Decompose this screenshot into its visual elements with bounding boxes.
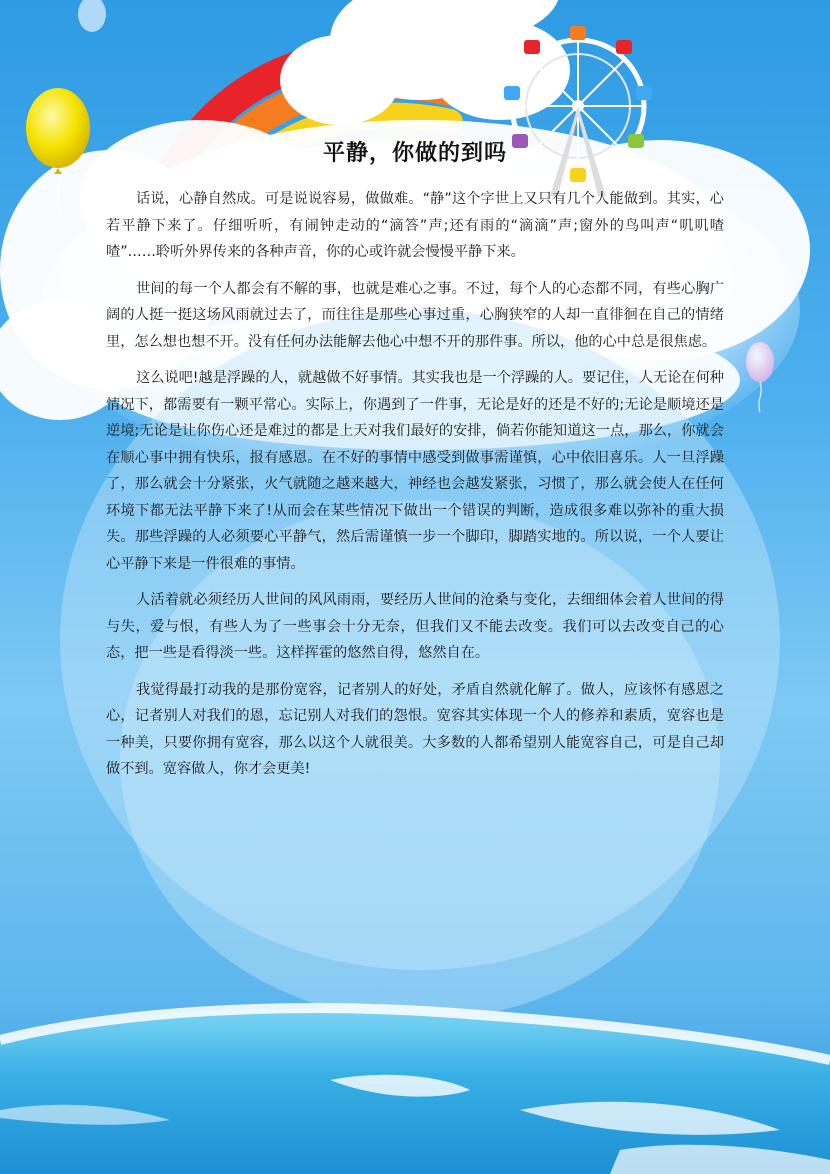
paragraph: 话说，心静自然成。可是说说容易，做做难。“静”这个字世上又只有几个人能做到。其实，心若平静下来了。仔细听听，有闹钟走动的“滴答”声;还有雨的“滴滴”声;窗外的鸟叫声“叽叽喳喳”……聆听外界传来的各种声音，你的心或许就会慢慢平静下来。	[106, 191, 724, 260]
sea-icon	[0, 1008, 830, 1174]
article-body	[106, 186, 724, 793]
paragraph: 这么说吧!越是浮躁的人，就越做不好事情。其实我也是一个浮躁的人。要记住，人无论在何种情况下，都需要有一颗平常心。实际上，你遇到了一件事，无论是好的还是不好的;无论是顺境还是逆境;无论是让你伤心还是难过的都是上天对我们最好的安排，倘若你能知道这一点，那么，你就会在顺心事中拥有快乐，报有感恩。在不好的事情中感受到做事需谨慎，心中依旧喜乐。人一旦浮躁了，那么就会十分紧张，火气就随之越来越大，神经也会越发紧张，习惯了，那么就会使人在任何环境下都无法平静下来了!从而会在某些情况下做出一个错误的判断，造成很多难以弥补的重大损失。那些浮躁的人必须要心平静气，然后需谨慎一步一个脚印，脚踏实地的。所以说，一个人要让心平静下来是一件很难的事情。	[106, 370, 724, 572]
balloon-icon	[78, 0, 106, 32]
paragraph: 人活着就必须经历人世间的风风雨雨，要经历人世间的沧桑与变化，去细细体会着人世间的得与失，爱与恨，有些人为了一些事会十分无奈，但我们又不能去改变。我们可以去改变自己的心态，把一些是看得淡一些。这样挥霍的悠然自得，悠然自在。	[106, 592, 724, 661]
paragraph: 世间的每一个人都会有不解的事，也就是难心之事。不过，每个人的心态都不同，有些心胸广阔的人挺一挺这场风雨就过去了，而往往是那些心事过重，心胸狭窄的人却一直徘徊在自己的情绪里，怎么想也想不开。没有任何办法能解去他心中想不开的那件事。所以，他的心中总是很焦虑。	[106, 280, 724, 350]
page-title: 平静，你做的到吗	[322, 141, 507, 166]
paragraph: 我觉得最打动我的是那份宽容，记者别人的好处，矛盾自然就化解了。做人，应该怀有感恩之心，记者别人对我们的恩，忘记别人对我们的怨恨。宽容其实体现一个人的修养和素质，宽容也是一种美，只要你拥有宽容，那么以这个人就很美。大多数的人都希望别人能宽容自己，可是自己却做不到。宽容做人，你才会更美!	[106, 681, 724, 777]
